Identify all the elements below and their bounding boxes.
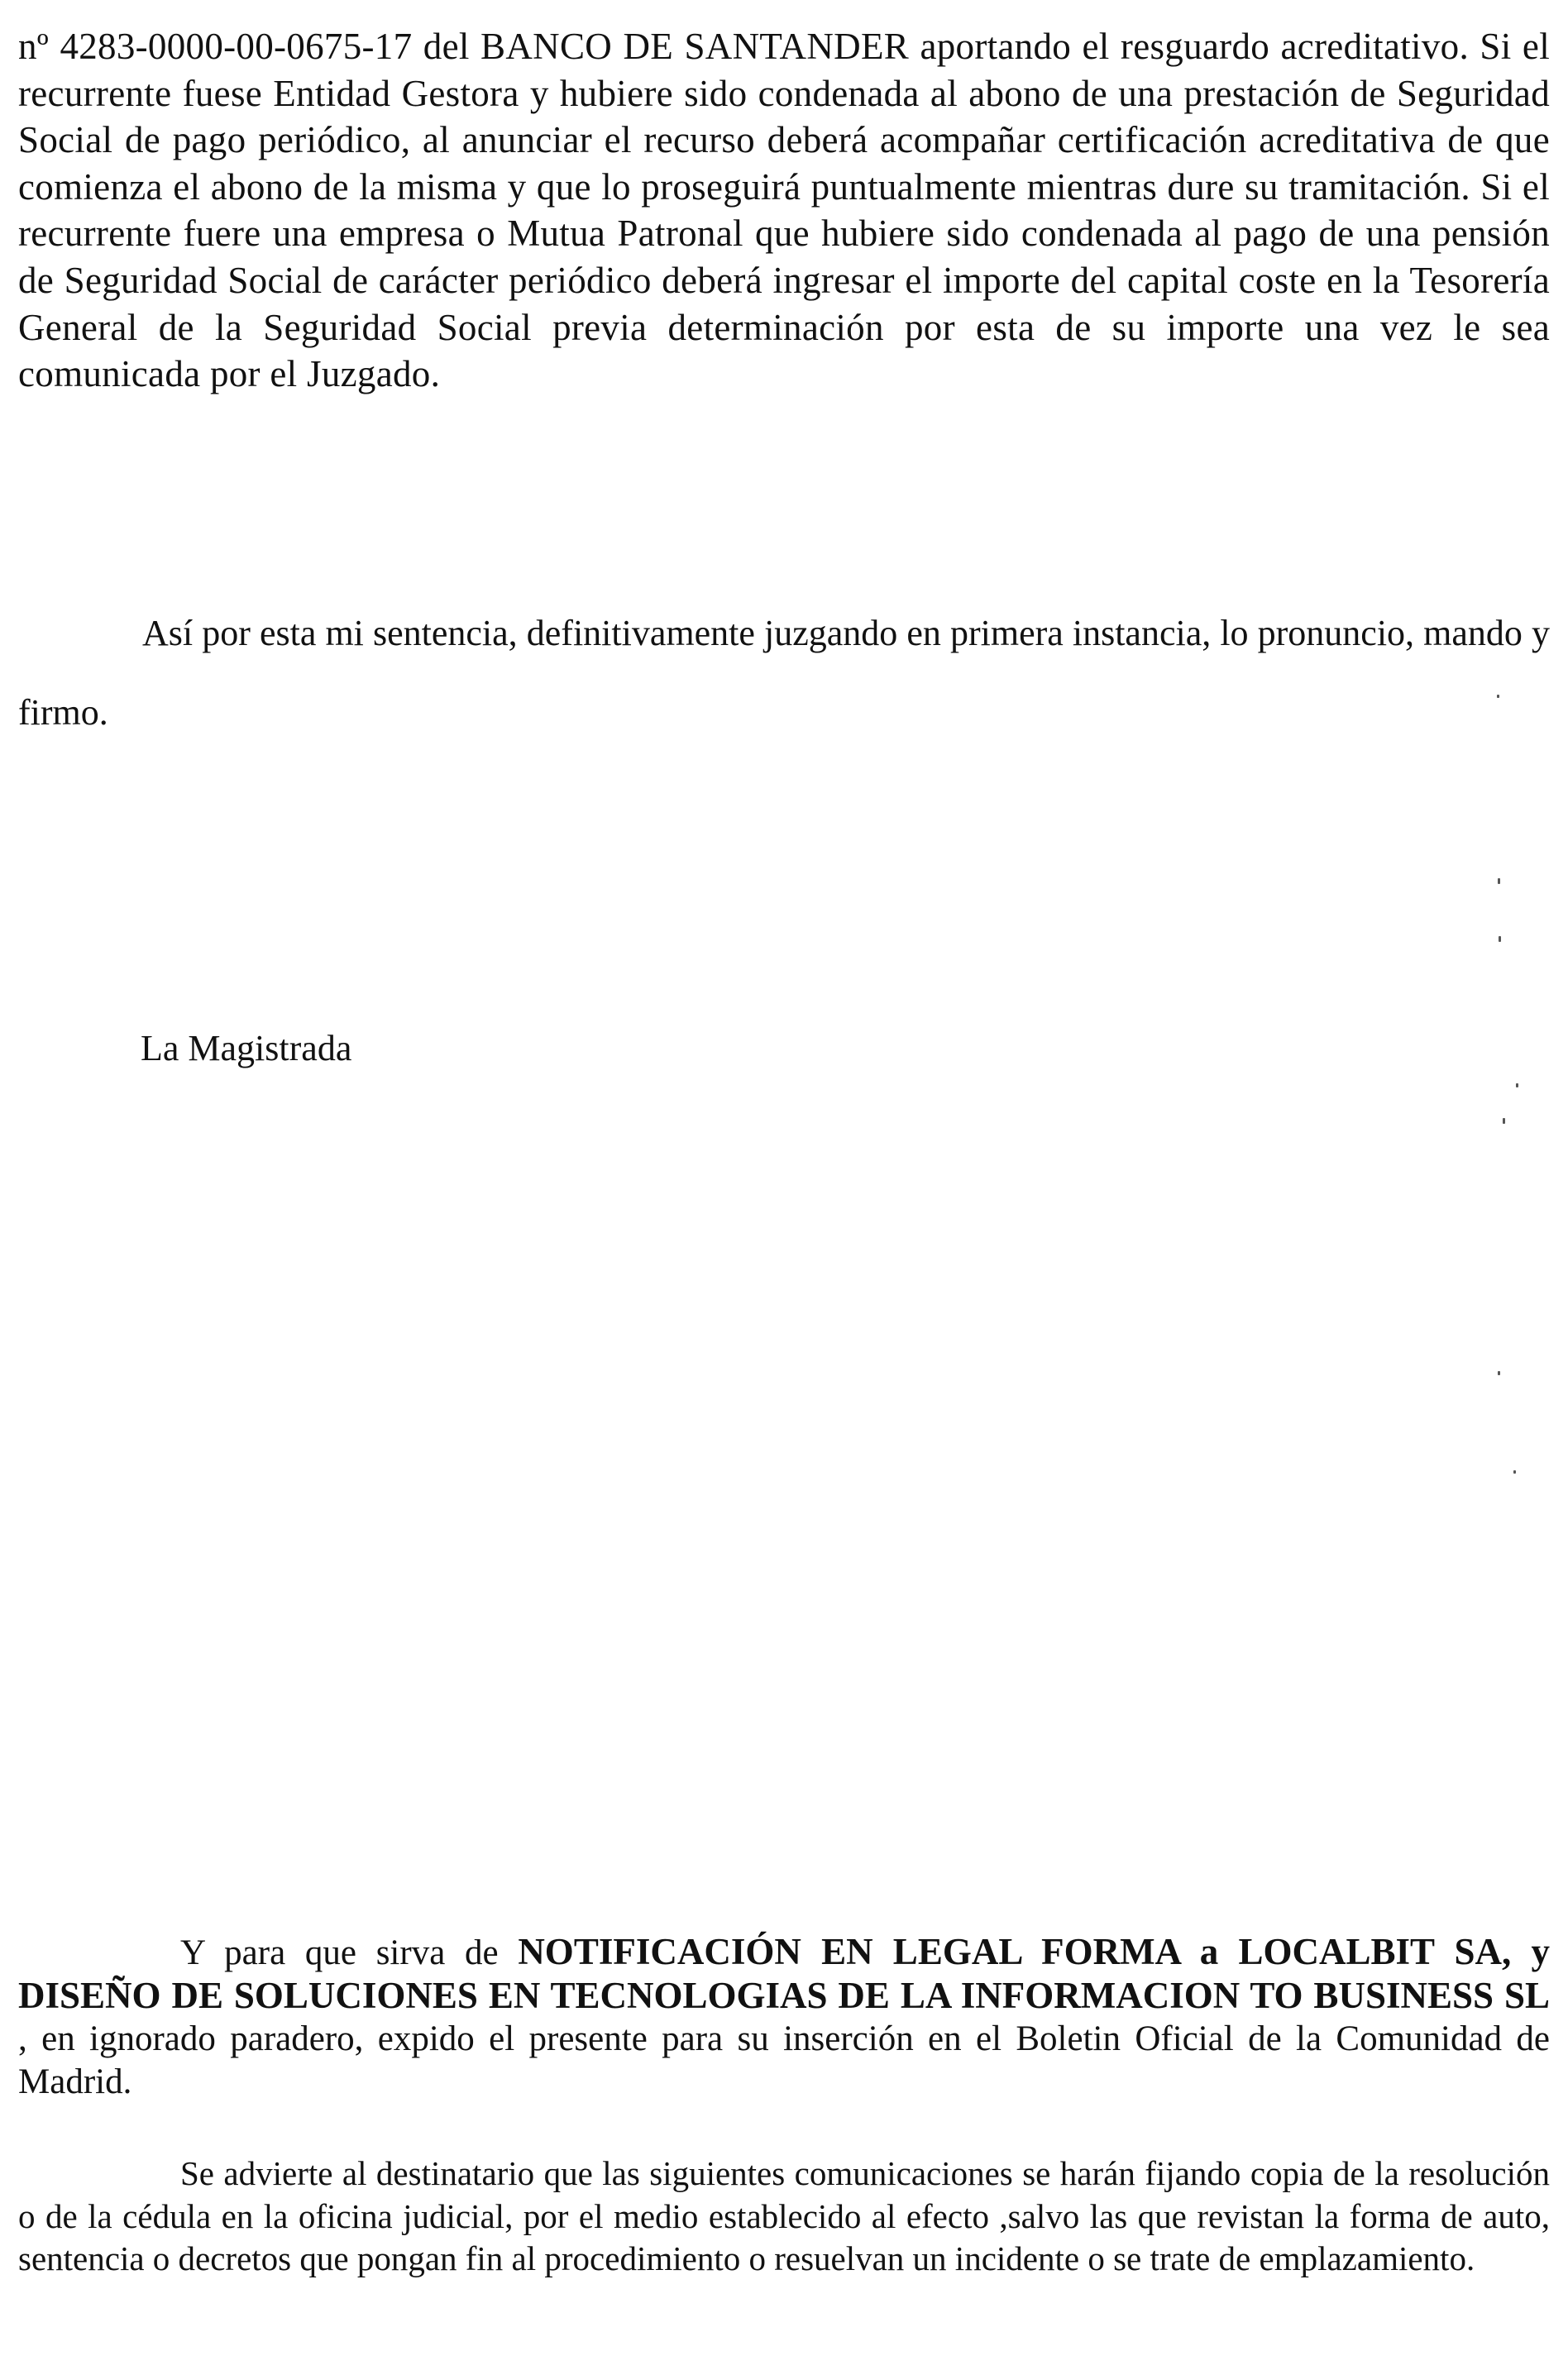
scan-mark: [1498, 878, 1500, 884]
scan-mark: [1499, 936, 1501, 942]
communications-warning-paragraph: Se advierte al destinatario que las siguientes comunicaciones se harán fijando copia de la resolución o de la cédula en la oficina judicial, por el medio establecido al efecto ,salvo las que revistan la forma de auto, sentencia o decretos que pongan fin al procedimiento o resuelvan un incidente o se trate de emplazamiento.: [18, 2154, 1550, 2277]
appeal-deposit-paragraph: nº 4283-0000-00-0675-17 del BANCO DE SANTANDER aportando el resguardo acreditativo. Si el recurrente fuese Entidad Gestora y hubiere sido condenada al abono de una prestación de Seguridad Social de pago periódico, al anunciar el recurso deberá acompañar certificación acreditativa de que comienza el abono de la misma y que lo proseguirá puntualmente mientras dure su tramitación. Si el recurrente fuere una empresa o Mutua Patronal que hubiere sido condenada al pago de una pensión de Seguridad Social de carácter periódico deberá ingresar el importe del capital coste en la Tesorería General de la Seguridad Social previa determinación por esta de su importe una vez le sea comunicada por el Juzgado.: [18, 26, 1550, 395]
scan-mark: [1498, 1371, 1500, 1375]
notification-tail: , en ignorado paradero, expido el presente para su inserción en el Boletin Oficial de la Comunidad de Madrid.: [18, 2019, 1550, 2101]
ruling-closing-paragraph: Así por esta mi sentencia, definitivamente juzgando en primera instancia, lo pronuncio, mando y firmo.: [18, 613, 1550, 733]
notification-paragraph: [18, 1931, 1550, 2103]
notification-lead: Y para que sirva de: [180, 1933, 519, 1972]
scan-mark: [1497, 695, 1499, 698]
scan-mark: [1513, 1470, 1516, 1474]
scan-mark: [1503, 1118, 1505, 1124]
scan-mark: [1516, 1083, 1518, 1087]
signature-label: La Magistrada: [141, 1028, 352, 1068]
notification-recipients: NOTIFICACIÓN EN LEGAL FORMA a LOCALBIT SA, y DISEÑO DE SOLUCIONES EN TECNOLOGIAS DE LA INFORMACION TO BUSINESS SL: [18, 1931, 1550, 2016]
